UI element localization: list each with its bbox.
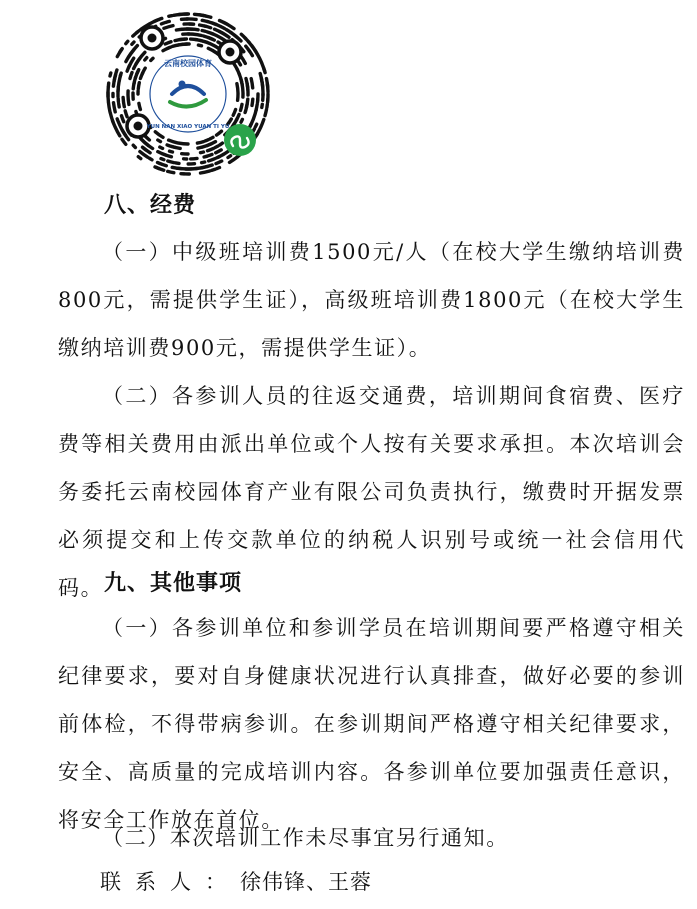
qr-code-graphic [100,8,280,178]
qr-code-segment [256,134,258,137]
qr-code-segment [164,26,173,29]
qr-code-segment [205,140,208,141]
qr-code-segment [145,58,147,60]
qr-code-segment [205,26,211,28]
qr-code-segment [264,69,265,72]
qr-code-segment [128,95,129,104]
qr-code-segment [191,158,197,159]
qr-code-segment [192,29,198,30]
qr-code-segment [110,73,111,76]
mini-program-qr-code[interactable] [100,8,280,178]
qr-code-segment [198,147,201,148]
qr-code-segment [198,45,201,46]
qr-code-segment [168,47,171,48]
qr-code-segment [125,111,127,117]
qr-code-segment [114,103,116,112]
qr-code-segment [155,132,163,138]
qr-code-segment [119,123,123,132]
qr-code-segment [245,110,246,113]
qr-code-segment [205,16,211,17]
qr-code-segment [143,148,146,150]
qr-code-segment [169,140,178,143]
qr-code-segment [137,31,139,33]
qr-code-segment [252,99,253,105]
qr-code-segment [137,71,138,74]
qr-code-segment [212,169,215,170]
qr-code-segment [188,34,197,35]
qr-code-segment [228,156,231,158]
qr-code-segment [204,156,207,157]
qr-code-segment [255,124,256,127]
qr-code-segment [156,167,159,168]
qr-code-segment [179,143,188,144]
qr-code-segment [151,58,153,60]
qr-code-segment [216,150,222,153]
qr-code-segment [131,46,137,53]
qr-code-segment [140,152,148,158]
qr-code-segment [249,50,252,55]
qr-code-segment [142,68,145,74]
qr-code-segment [206,42,215,46]
qr-code-segment [176,163,179,164]
qr-code-segment [216,161,222,164]
qr-code-segment [220,143,223,145]
qr-code-segment [159,18,162,19]
qr-code-segment [172,147,175,148]
qr-code-segment [216,157,219,158]
qr-code-segment [241,104,243,110]
qr-code-segment [224,23,227,24]
qr-code-segment [201,152,204,153]
qr-code-segment [230,157,238,162]
qr-code-segment [149,158,152,160]
qr-code-segment [169,16,172,17]
qr-finder-dot [148,34,157,43]
contact-line [100,866,372,896]
qr-code-segment [262,104,263,107]
qr-code-segment [180,39,186,40]
other-matters-paragraph-1: （一）各参训单位和参训学员在培训期间要严格遵守相关纪律要求，要对自身健康状况进行认真排查，做好必要的参训前体检，不得带病参训。在参训期间严格遵守相关纪律要求，安全、高质量的完成培训内容。各参训单位要加强责任意识，将安全工作放在首位。 [58,616,685,832]
qr-code-segment [115,70,117,76]
qr-logo-head [179,81,186,88]
qr-code-segment [117,119,118,122]
qr-code-segment [159,163,162,164]
qr-code-segment [215,146,218,148]
qr-code-segment [208,148,214,150]
qr-code-segment [217,131,222,135]
qr-logo-text-bottom: YUN NAN XIAO YUAN TI YU [146,124,230,130]
qr-code-segment [229,25,234,28]
qr-code-segment [235,35,237,37]
qr-code-segment [258,54,262,62]
contact-names: 徐伟锋、王蓉 [240,870,372,894]
qr-code-segment [224,34,229,38]
qr-code-segment [168,161,174,163]
qr-code-segment [115,128,119,136]
wechat-mini-program-icon [224,124,256,156]
qr-code-segment [251,79,253,88]
qr-code-segment [161,23,164,24]
qr-code-segment [212,23,221,27]
qr-code-segment [154,20,157,21]
qr-code-segment [201,171,210,173]
contact-label: 联系人： [100,870,240,894]
qr-code-segment [165,42,171,44]
qr-code-segment [242,84,243,93]
qr-code-segment [209,38,215,41]
qr-code-segment [202,31,205,32]
qr-code-segment [118,82,119,91]
qr-code-segment [222,27,225,29]
qr-code-segment [265,109,267,115]
qr-code-segment [260,120,264,129]
qr-code-segment [158,152,167,156]
fees-paragraph-2: （二）各参训人员的往返交通费，培训期间食宿费、医疗费等相关费用由派出单位或个人按有关要求承担。本次培训会务委托云南校园体育产业有限公司负责执行，缴费时开据发票必须提交和上传交款单位的纳税人识别号或统一社会信用代码。 [58,384,685,600]
qr-code-segment [110,113,113,122]
qr-code-segment [237,84,238,93]
qr-code-segment [212,34,221,38]
qr-code-segment [209,159,215,161]
qr-code-segment [168,171,174,172]
qr-code-segment [138,83,139,89]
section-heading-fees: 八、经费 [104,193,197,218]
qr-code-segment [250,124,251,127]
qr-code-segment [138,157,141,159]
qr-code-segment [109,103,111,112]
qr-code-segment [202,162,205,163]
qr-code-segment [239,39,241,41]
qr-logo-text-top: 云南校园体育 [164,59,212,68]
qr-code-segment [126,41,128,43]
section-heading-other-matters: 九、其他事项 [104,571,243,596]
qr-code-segment [122,139,126,144]
qr-code-segment [166,21,169,22]
qr-code-segment [170,151,173,152]
qr-code-segment [160,147,163,148]
qr-code-segment [167,145,170,146]
qr-code-segment [132,42,134,44]
qr-finder-dot [226,48,235,57]
qr-code-segment [247,104,248,107]
qr-code-segment [120,73,121,76]
qr-code-segment [130,73,132,79]
qr-code-segment [129,58,134,66]
qr-code-segment [133,145,135,147]
qr-code-segment [158,140,161,142]
qr-code-segment [198,35,201,36]
qr-code-segment [217,168,220,169]
qr-code-segment [197,142,203,144]
qr-code-segment [161,159,164,160]
qr-code-segment [255,50,257,53]
qr-code-segment [122,116,124,122]
other-matters-paragraph-2: （二）本次培训工作未尽事宜另行通知。 [102,826,509,850]
fees-paragraph-1: （一）中级班培训费1500元/人（在校大学生缴纳培训费800元，需提供学生证），高级班培训费1800元（在校大学生缴纳培训费900元，需提供学生证）。 [58,240,685,360]
qr-code-segment [210,137,213,139]
qr-code-segment [119,104,120,107]
qr-code-segment [254,109,257,118]
qr-finder-dot [134,122,143,131]
qr-code-segment [172,167,181,168]
qr-code-segment [123,98,124,107]
qr-code-segment [139,103,141,109]
qr-code-segment [120,50,122,53]
qr-code-segment [202,144,211,147]
qr-code-segment [233,110,235,116]
qr-code-segment [241,119,242,122]
